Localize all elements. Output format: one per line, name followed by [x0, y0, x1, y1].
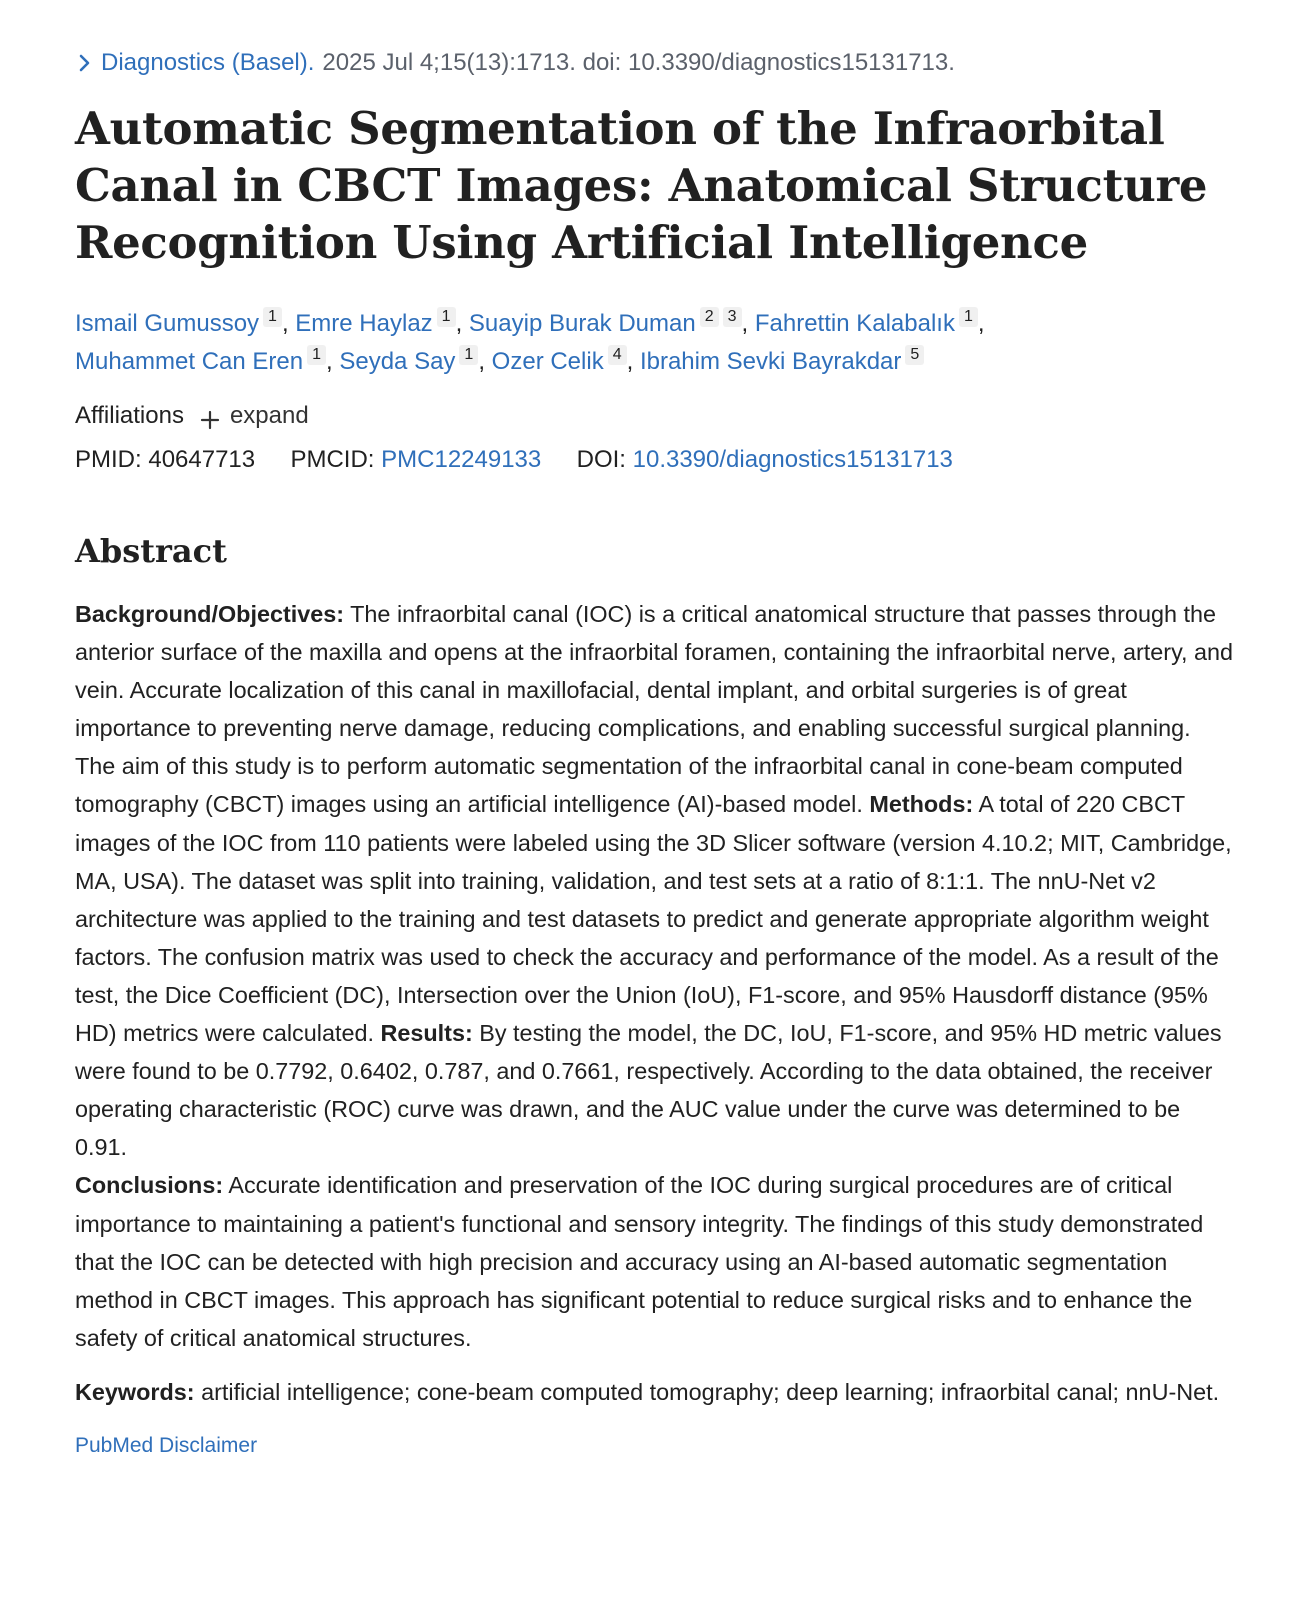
author-item	[295, 310, 455, 337]
disclaimer	[75, 1431, 1235, 1461]
author-item	[75, 310, 282, 337]
author-separator: ,	[478, 348, 492, 375]
author-separator: ,	[977, 310, 985, 337]
pmcid-link[interactable]: PMC12249133	[381, 446, 542, 473]
pubmed-disclaimer-link[interactable]: PubMed Disclaimer	[75, 1433, 258, 1457]
results-label: Results:	[380, 1020, 473, 1047]
author-item	[469, 310, 742, 337]
affiliation-number[interactable]: 1	[307, 345, 326, 365]
author-item	[755, 310, 978, 337]
article-page	[75, 46, 1235, 1461]
keywords-label: Keywords:	[75, 1378, 195, 1405]
chevron-right-icon[interactable]	[75, 51, 97, 75]
author-name-link[interactable]: Muhammet Can Eren	[75, 348, 304, 375]
journal-link[interactable]: Diagnostics (Basel).	[101, 49, 315, 76]
background-label: Background/Objectives:	[75, 601, 345, 627]
affiliation-number[interactable]: 1	[459, 345, 478, 365]
author-name-link[interactable]: Fahrettin Kalabalık	[754, 310, 955, 337]
keywords	[75, 1373, 1235, 1411]
author-separator: ,	[455, 310, 469, 337]
affiliation-number[interactable]: 1	[263, 307, 282, 327]
keywords-text: artificial intelligence; cone-beam computed tomography; deep learning; infraorbital canal; nnU-Net.	[194, 1378, 1220, 1405]
author-name-link[interactable]: Emre Haylaz	[295, 310, 433, 337]
expand-affiliations-button[interactable]	[200, 399, 309, 433]
citation-details: 2025 Jul 4;15(13):1713. doi: 10.3390/diagnostics15131713.	[322, 49, 955, 76]
author-item	[640, 348, 924, 375]
pmcid-label: PMCID:	[290, 446, 375, 473]
results-text: By testing the model, the DC, IoU, F1-score, and 95% HD metric values were found to be 0.7792, 0.6402, 0.787, and 0.7661, respectively. According to the data obtained, the receiver operating characteristic (ROC) curve was drawn, and the AUC value under the curve was determined to be 0.91.	[75, 1020, 1222, 1161]
conclusions-text: Accurate identification and preservation of the IOC during surgical procedures are of critical importance to maintaining a patient's functional and sensory integrity. The findings of this study demonstrated that the IOC can be detected with high precision and accuracy using an AI-based automatic segmentation method in CBCT images. This approach has significant potential to reduce surgical risks and to enhance the safety of critical anatomical structures.	[75, 1172, 1204, 1351]
author-separator: ,	[326, 348, 340, 375]
affiliation-number[interactable]: 4	[608, 345, 627, 365]
conclusions-label: Conclusions:	[75, 1172, 224, 1199]
abstract-heading: Abstract	[75, 532, 227, 570]
citation-line	[75, 46, 1235, 80]
expand-label: expand	[229, 402, 309, 429]
doi-label: DOI:	[576, 446, 626, 473]
affiliation-number[interactable]: 3	[723, 307, 742, 327]
pmid-value: 40647713	[148, 446, 256, 473]
author-item	[75, 348, 326, 375]
author-name-link[interactable]: Seyda Say	[339, 348, 456, 375]
methods-label: Methods:	[869, 791, 974, 818]
author-name-link[interactable]: Ibrahim Sevki Bayrakdar	[639, 348, 902, 375]
author-item	[339, 348, 478, 375]
author-item	[492, 348, 627, 375]
author-name-link[interactable]: Ozer Celik	[491, 348, 604, 375]
methods-text: A total of 220 CBCT images of the IOC from 110 patients were labeled using the 3D Slicer software (version 4.10.2; MIT, Cambridge, MA, USA). The dataset was split into training, validation, and test sets at a ratio of 8:1:1. The nnU-Net v2 architecture was applied to the training and test datasets to predict and generate appropriate algorithm weight factors. The confusion matrix was used to check the accuracy and performance of the model. As a result of the test, the Dice Coefficient (DC), Intersection over the Union (IoU), F1-score, and 95% Hausdorff distance (95% HD) metrics were calculated.	[75, 791, 1232, 1047]
affiliations-label: Affiliations	[75, 402, 184, 429]
affiliations-row	[75, 399, 1235, 433]
article-title: Automatic Segmentation of the Infraorbital Canal in CBCT Images: Anatomical Structure Recognition Using Artificial Intelligence	[75, 102, 1208, 269]
affiliation-number[interactable]: 1	[959, 307, 978, 327]
author-separator: ,	[281, 310, 296, 337]
affiliation-number[interactable]: 5	[905, 345, 924, 365]
author-separator: ,	[741, 310, 755, 337]
author-name-link[interactable]: Ismail Gumussoy	[75, 310, 260, 337]
background-text: The infraorbital canal (IOC) is a critical anatomical structure that passes through the anterior surface of the maxilla and opens at the infraorbital foramen, containing the infraorbital nerve, artery, and vein. Accurate localization of this canal in maxillofacial, dental implant, and orbital surgeries is of great importance to preventing nerve damage, reducing complications, and enabling successful surgical planning. The aim of this study is to perform automatic segmentation of the infraorbital canal in cone-beam computed tomography (CBCT) images using an artificial intelligence (AI)-based model.	[75, 601, 1234, 818]
pmid-label: PMID:	[75, 446, 142, 473]
author-list	[75, 305, 1235, 381]
doi-link[interactable]: 10.3390/diagnostics15131713	[632, 446, 953, 473]
author-name-link[interactable]: Suayip Burak Duman	[468, 310, 696, 337]
affiliation-number[interactable]: 2	[700, 307, 719, 327]
affiliation-number[interactable]: 1	[437, 307, 456, 327]
author-separator: ,	[626, 348, 640, 375]
identifiers-row	[75, 443, 1235, 477]
plus-icon	[200, 406, 220, 426]
abstract-text	[75, 595, 1235, 1357]
